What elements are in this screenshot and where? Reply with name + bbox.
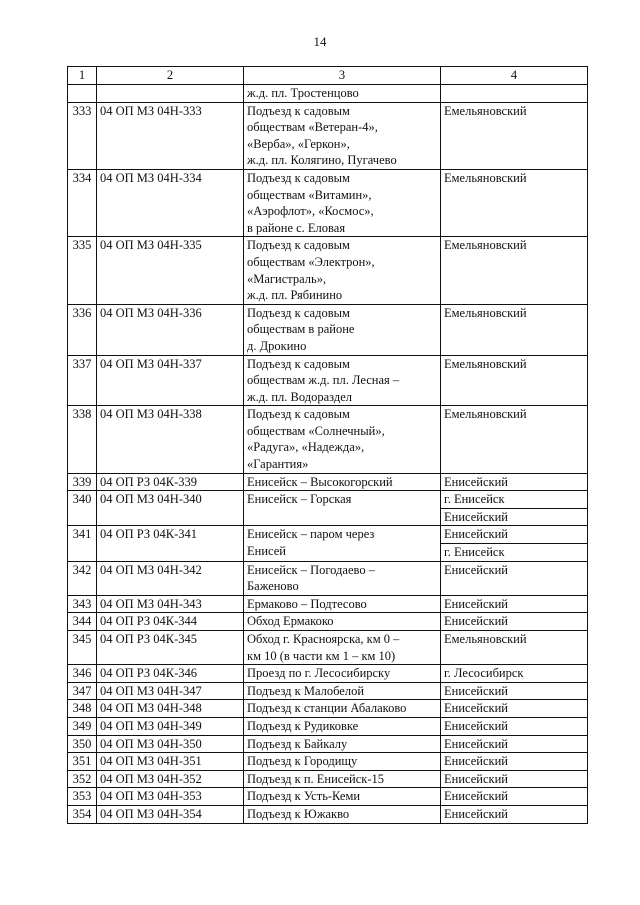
road-name-line: Подъезд к Малобелой <box>247 683 365 698</box>
table-row <box>68 788 588 806</box>
road-name-line: Подъезд к садовым <box>247 356 350 371</box>
district-line: Енисейский <box>444 614 508 629</box>
road-code-cell: 04 ОП МЗ 04Н-343 <box>97 595 244 613</box>
road-name-cell <box>244 735 441 753</box>
row-number-cell: 345 <box>68 631 97 665</box>
row-number-cell: 334 <box>68 169 97 236</box>
road-code-cell: 04 ОП МЗ 04Н-342 <box>97 561 244 595</box>
road-code-cell: 04 ОП РЗ 04К-344 <box>97 613 244 631</box>
road-name-line: Подъезд к садовым <box>247 103 350 118</box>
road-name-line: Подъезд к Рудиковке <box>247 718 359 733</box>
road-name-line: Ермаково – Подтесово <box>247 596 367 611</box>
road-name-line: Подъезд к Южакво <box>247 806 350 821</box>
road-name-line: Енисейск – Горская <box>247 492 352 507</box>
district-line: Енисейский <box>444 701 508 716</box>
table-row <box>68 753 588 771</box>
road-code-cell: 04 ОП МЗ 04Н-351 <box>97 753 244 771</box>
road-code-cell: 04 ОП МЗ 04Н-336 <box>97 304 244 355</box>
road-code-cell: 04 ОП МЗ 04Н-353 <box>97 788 244 806</box>
road-name-line: ж.д. пл. Колягино, Пугачево <box>247 153 397 168</box>
district-cell <box>441 770 588 788</box>
road-name-line: «Магистраль», <box>247 271 327 286</box>
road-code-cell: 04 ОП МЗ 04Н-349 <box>97 717 244 735</box>
road-name-cell <box>244 595 441 613</box>
road-name-line: ж.д. пл. Рябинино <box>247 288 343 303</box>
road-name-line: Енисейск – паром через <box>247 527 375 542</box>
district-line: Енисейский <box>444 771 508 786</box>
road-name-cell <box>244 700 441 718</box>
road-name-line: Проезд по г. Лесосибирску <box>247 666 391 681</box>
road-name-cell <box>244 491 441 526</box>
row-number-cell: 340 <box>68 491 97 526</box>
road-name-line: обществам ж.д. пл. Лесная – <box>247 373 400 388</box>
table-row <box>68 682 588 700</box>
district-cell <box>441 304 588 355</box>
road-code-cell: 04 ОП РЗ 04К-346 <box>97 665 244 683</box>
row-number-cell: 353 <box>68 788 97 806</box>
road-code-cell: 04 ОП МЗ 04Н-338 <box>97 406 244 473</box>
road-name-cell <box>244 237 441 304</box>
table-row <box>68 473 588 491</box>
district-line: Емельяновский <box>444 103 527 118</box>
road-name-line: Подъезд к садовым <box>247 170 350 185</box>
district-cell <box>441 355 588 406</box>
district-line: Енисейский <box>444 736 508 751</box>
road-name-line: д. Дрокино <box>247 338 307 353</box>
district-line: Енисейский <box>444 789 508 804</box>
road-name-line: обществам «Витамин», <box>247 187 372 202</box>
district-cell <box>441 561 588 595</box>
row-number-cell: 350 <box>68 735 97 753</box>
road-name-line: Подъезд к п. Енисейск-15 <box>247 771 385 786</box>
table-row <box>68 717 588 735</box>
road-code-cell: 04 ОП РЗ 04К-341 <box>97 526 244 561</box>
road-name-cell <box>244 561 441 595</box>
road-name-line: в районе с. Еловая <box>247 220 346 235</box>
road-name-line: «Аэрофлот», «Космос», <box>247 204 374 219</box>
table-row <box>68 355 588 406</box>
road-name-cell <box>244 406 441 473</box>
district-line: г. Лесосибирск <box>444 666 524 681</box>
table-header-row <box>68 67 588 85</box>
district-line: Енисейский <box>444 596 508 611</box>
page-number: 14 <box>313 34 327 49</box>
table-row <box>68 805 588 823</box>
road-name-line: Подъезд к Городищу <box>247 754 358 769</box>
row-number-cell: 346 <box>68 665 97 683</box>
road-name-line: Подъезд к садовым <box>247 305 350 320</box>
district-cell <box>441 717 588 735</box>
column-header-2: 2 <box>97 67 244 85</box>
road-code-cell: 04 ОП МЗ 04Н-333 <box>97 102 244 169</box>
road-code-cell: 04 ОП МЗ 04Н-337 <box>97 355 244 406</box>
road-name-cell <box>244 613 441 631</box>
row-number-cell: 333 <box>68 102 97 169</box>
row-number-cell: 352 <box>68 770 97 788</box>
road-code-cell: 04 ОП МЗ 04Н-350 <box>97 735 244 753</box>
district-line: Енисейский <box>444 527 508 542</box>
table-body <box>68 67 588 824</box>
column-header-3: 3 <box>244 67 441 85</box>
road-code-cell <box>97 85 244 103</box>
table-row <box>68 102 588 169</box>
road-name-line: «Гарантия» <box>247 457 309 472</box>
district-cell <box>441 526 588 561</box>
district-cell <box>441 491 588 526</box>
road-name-cell <box>244 169 441 236</box>
district-line: Емельяновский <box>444 170 527 185</box>
road-code-cell: 04 ОП МЗ 04Н-352 <box>97 770 244 788</box>
district-cell <box>441 169 588 236</box>
road-code-cell: 04 ОП МЗ 04Н-340 <box>97 491 244 526</box>
table-row <box>68 526 588 561</box>
road-code-cell: 04 ОП МЗ 04Н-348 <box>97 700 244 718</box>
road-name-cell <box>244 355 441 406</box>
district-line <box>444 85 584 102</box>
row-number-cell: 337 <box>68 355 97 406</box>
district-line: Емельяновский <box>444 238 527 253</box>
district-line: г. Енисейск <box>441 543 587 561</box>
district-cell <box>441 613 588 631</box>
road-code-cell: 04 ОП МЗ 04Н-334 <box>97 169 244 236</box>
row-number-cell: 348 <box>68 700 97 718</box>
table-row <box>68 169 588 236</box>
table-row <box>68 665 588 683</box>
district-cell <box>441 665 588 683</box>
district-line: Емельяновский <box>444 632 527 646</box>
table-row <box>68 561 588 595</box>
table-row <box>68 85 588 103</box>
road-name-line: обществам «Ветеран-4», <box>247 120 378 135</box>
row-number-cell: 335 <box>68 237 97 304</box>
road-name-line: Подъезд к садовым <box>247 238 350 253</box>
road-name-cell <box>244 304 441 355</box>
row-number-cell: 349 <box>68 717 97 735</box>
table-row <box>68 595 588 613</box>
district-cell <box>441 237 588 304</box>
district-line: Енисейский <box>444 474 508 489</box>
road-name-line: Подъезд к садовым <box>247 407 350 422</box>
road-name-line: ж.д. пл. Водораздел <box>247 389 353 404</box>
district-line: Емельяновский <box>444 407 527 422</box>
road-name-line: Баженово <box>247 579 299 594</box>
district-cell <box>441 631 588 665</box>
district-cell <box>441 753 588 771</box>
row-number-cell: 347 <box>68 682 97 700</box>
road-name-line: Подъезд к Байкалу <box>247 736 348 751</box>
row-number-cell: 341 <box>68 526 97 561</box>
district-cell <box>441 805 588 823</box>
road-name-line: ж.д. пл. Тростенцово <box>247 86 359 100</box>
column-header-1: 1 <box>68 67 97 85</box>
road-name-line: Обход г. Красноярска, км 0 – <box>247 632 400 646</box>
road-name-line: «Радуга», «Надежда», <box>247 440 365 455</box>
row-number-cell <box>68 85 97 103</box>
district-line: Енисейский <box>444 718 508 733</box>
district-line: г. Енисейск <box>444 492 505 507</box>
table-row <box>68 406 588 473</box>
road-code-cell: 04 ОП МЗ 04Н-335 <box>97 237 244 304</box>
table-row <box>68 735 588 753</box>
road-name-line: обществам «Электрон», <box>247 254 375 269</box>
road-name-cell <box>244 805 441 823</box>
table-row <box>68 237 588 304</box>
table-row <box>68 304 588 355</box>
district-line: Енисейский <box>444 683 508 698</box>
road-name-line: Енисей <box>247 544 286 559</box>
district-cell <box>441 473 588 491</box>
road-name-line: обществам «Солнечный», <box>247 423 385 438</box>
road-name-cell <box>244 102 441 169</box>
road-name-line: Енисейск – Погодаево – <box>247 562 375 577</box>
road-name-cell <box>244 788 441 806</box>
road-name-line: Обход Ермакоко <box>247 614 334 629</box>
district-cell <box>441 102 588 169</box>
district-cell <box>441 700 588 718</box>
column-header-4: 4 <box>441 67 588 85</box>
district-cell <box>441 788 588 806</box>
road-name-line: обществам в районе <box>247 322 355 337</box>
road-code-cell: 04 ОП МЗ 04Н-354 <box>97 805 244 823</box>
road-code-cell: 04 ОП МЗ 04Н-347 <box>97 682 244 700</box>
row-number-cell: 344 <box>68 613 97 631</box>
road-name-cell <box>244 665 441 683</box>
district-line: Емельяновский <box>444 305 527 320</box>
road-name-cell <box>244 473 441 491</box>
district-line: Енисейский <box>444 562 508 577</box>
road-name-cell <box>244 631 441 665</box>
table-row <box>68 613 588 631</box>
road-name-cell <box>244 770 441 788</box>
row-number-cell: 338 <box>68 406 97 473</box>
district-line: Енисейский <box>444 754 508 769</box>
road-name-line: Подъезд к Усть-Кеми <box>247 789 361 804</box>
row-number-cell: 343 <box>68 595 97 613</box>
road-name-cell <box>244 682 441 700</box>
road-name-cell <box>244 753 441 771</box>
row-number-cell: 351 <box>68 753 97 771</box>
road-name-cell <box>244 717 441 735</box>
row-number-cell: 336 <box>68 304 97 355</box>
roads-table <box>67 66 588 824</box>
table-row <box>68 700 588 718</box>
district-line: Енисейский <box>441 508 587 526</box>
road-name-line: км 10 (в части км 1 – км 10) <box>247 648 396 663</box>
district-line: Енисейский <box>444 806 508 821</box>
table-row <box>68 631 588 665</box>
road-name-cell <box>244 526 441 561</box>
road-name-line: «Верба», «Геркон», <box>247 136 350 151</box>
table-row <box>68 770 588 788</box>
road-name-line: Подъезд к станции Абалаково <box>247 701 407 716</box>
district-cell <box>441 682 588 700</box>
row-number-cell: 342 <box>68 561 97 595</box>
district-cell <box>441 595 588 613</box>
road-code-cell: 04 ОП РЗ 04К-339 <box>97 473 244 491</box>
row-number-cell: 339 <box>68 473 97 491</box>
row-number-cell: 354 <box>68 805 97 823</box>
road-code-cell: 04 ОП РЗ 04К-345 <box>97 631 244 665</box>
table-row <box>68 491 588 526</box>
road-name-line: Енисейск – Высокогорский <box>247 474 393 489</box>
district-cell <box>441 735 588 753</box>
district-line: Емельяновский <box>444 356 527 371</box>
road-name-cell <box>244 85 441 103</box>
district-cell <box>441 85 588 103</box>
district-cell <box>441 406 588 473</box>
